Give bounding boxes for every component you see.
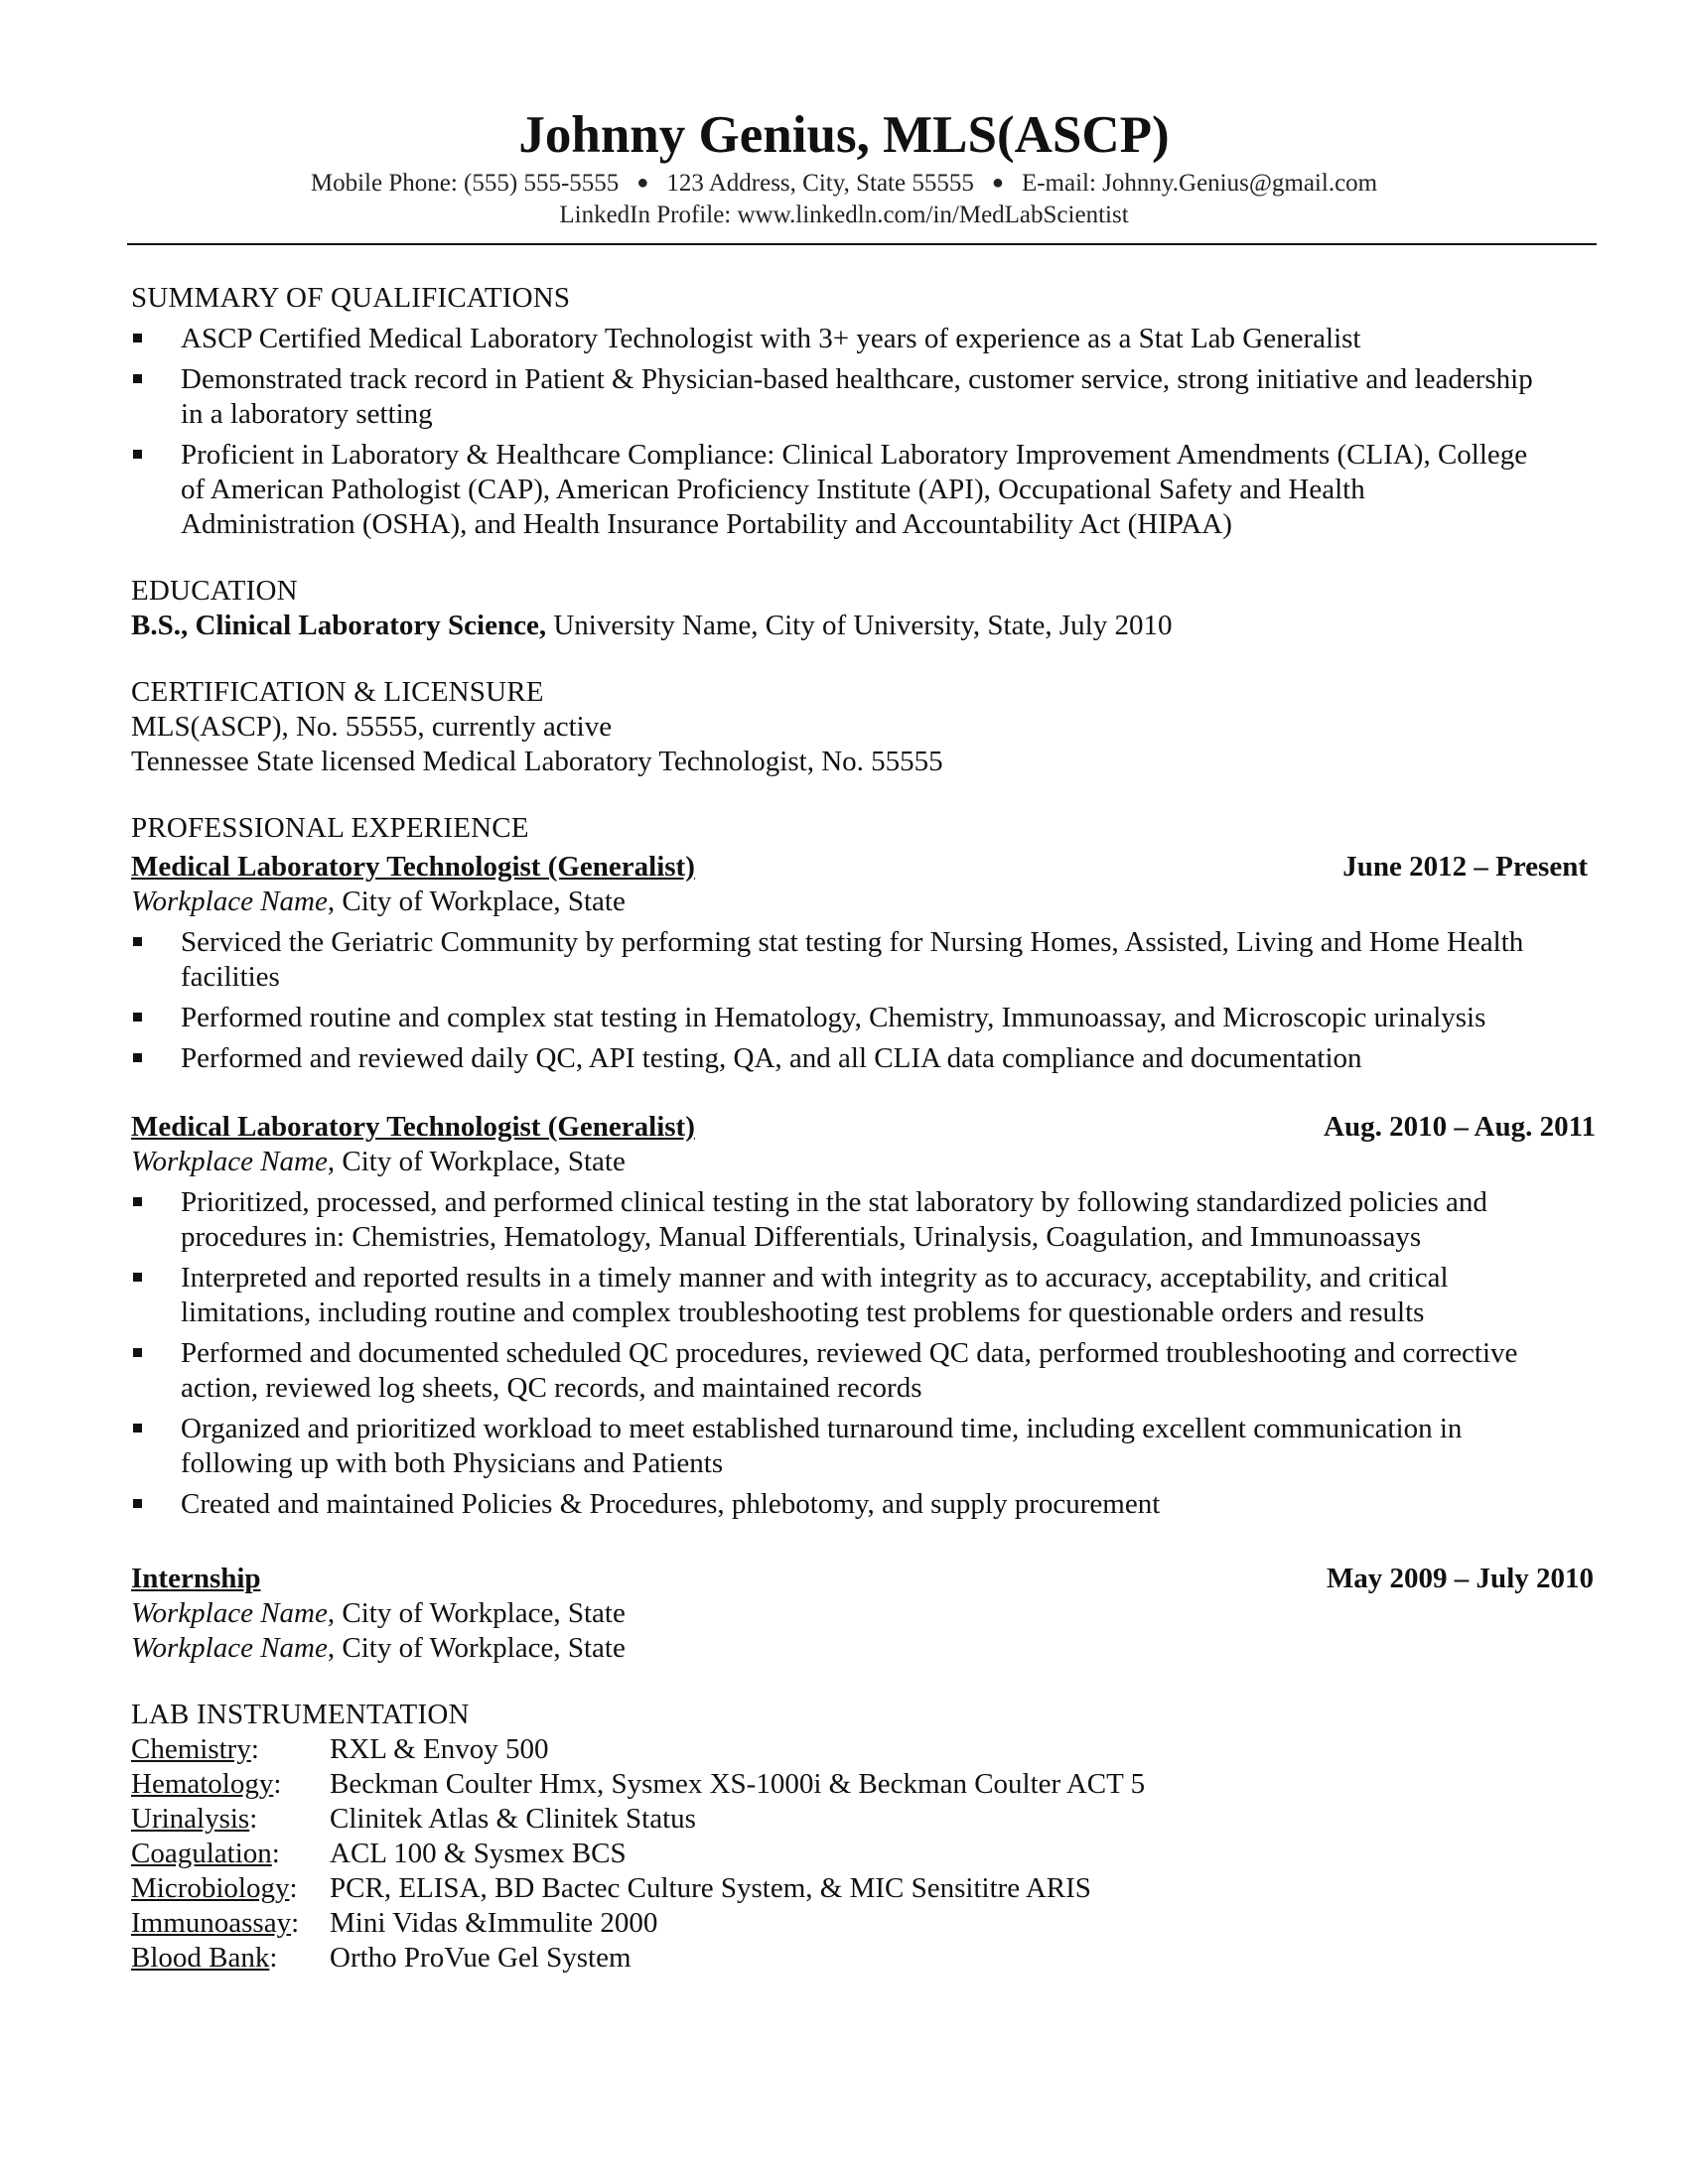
instrument-list: PCR, ELISA, BD Bactec Culture System, & MIC Sensititre ARIS xyxy=(330,1872,1091,1904)
certification-line: Tennessee State licensed Medical Laboratory Technologist, No. 55555 xyxy=(131,746,943,777)
job-header xyxy=(131,1562,1596,1596)
list-item: Prioritized, processed, and performed clinical testing in the stat laboratory by following standardized policies and procedures in: Chemistries, Hematology, Manual Differentials, Urinalysis, Coagulation, and Immunoassays xyxy=(131,1185,1581,1255)
workplace-name: Workplace Name xyxy=(131,886,328,917)
summary-list xyxy=(131,322,1688,542)
address-text: 123 Address, City, State 55555 xyxy=(666,170,974,197)
instrument-category: Urinalysis xyxy=(131,1803,250,1835)
list-item: Performed and documented scheduled QC procedures, reviewed QC data, performed troubleshooting and corrective action, reviewed log sheets, QC records, and maintained records xyxy=(131,1336,1581,1406)
instrument-row: Microbiology: PCR, ELISA, BD Bactec Culture System, & MIC Sensititre ARIS xyxy=(131,1872,1091,1904)
workplace-name: Workplace Name xyxy=(131,1597,328,1629)
square-bullet-icon xyxy=(133,1197,142,1206)
instrument-row: Urinalysis: Clinitek Atlas & Clinitek Status xyxy=(131,1803,696,1835)
instrument-category: Coagulation xyxy=(131,1838,272,1869)
square-bullet-icon xyxy=(133,1053,142,1062)
workplace-line xyxy=(131,1631,1688,1666)
resume-name: Johnny Genius, MLS(ASCP) xyxy=(518,106,1170,164)
square-bullet-icon xyxy=(133,374,142,383)
job-header xyxy=(131,1110,1596,1145)
education-title: EDUCATION xyxy=(131,575,298,607)
bullet-separator-icon: ● xyxy=(636,172,649,194)
job-title: Internship xyxy=(131,1563,261,1594)
workplace-line xyxy=(131,1596,1688,1631)
experience-title: PROFESSIONAL EXPERIENCE xyxy=(131,812,529,844)
workplace-line xyxy=(131,885,1688,919)
list-item: Demonstrated track record in Patient & Physician-based healthcare, customer service, strong initiative and leadership in a laboratory setting xyxy=(131,362,1581,432)
email-text: E-mail: Johnny.Genius@gmail.com xyxy=(1021,170,1378,197)
job-bullets xyxy=(131,1185,1688,1522)
instrument-list: RXL & Envoy 500 xyxy=(330,1733,549,1765)
workplace-location: , City of Workplace, State xyxy=(327,1597,626,1629)
square-bullet-icon xyxy=(133,1348,142,1357)
square-bullet-icon xyxy=(133,1273,142,1282)
square-bullet-icon xyxy=(133,937,142,946)
instrument-list: ACL 100 & Sysmex BCS xyxy=(330,1838,627,1869)
bullet-separator-icon: ● xyxy=(991,172,1004,194)
education-details: University Name, City of University, State, July 2010 xyxy=(546,610,1173,641)
square-bullet-icon xyxy=(133,1424,142,1433)
job-bullets xyxy=(131,925,1688,1076)
job-entry xyxy=(131,1110,1688,1522)
workplace-name: Workplace Name xyxy=(131,1632,328,1664)
instrument-row: Immunoassay: Mini Vidas &Immulite 2000 xyxy=(131,1907,658,1939)
job-title: Medical Laboratory Technologist (Generalist) xyxy=(131,851,695,883)
experience-section xyxy=(131,811,1688,1666)
certification-title: CERTIFICATION & LICENSURE xyxy=(131,676,544,708)
list-item: Serviced the Geriatric Community by performing stat testing for Nursing Homes, Assisted, Living and Home Health facilities xyxy=(131,925,1581,995)
instrument-row: Hematology: Beckman Coulter Hmx, Sysmex XS-1000i & Beckman Coulter ACT 5 xyxy=(131,1768,1146,1800)
square-bullet-icon xyxy=(133,1499,142,1508)
instrument-category: Blood Bank xyxy=(131,1942,270,1974)
instrument-category: Hematology xyxy=(131,1768,274,1800)
instrument-row: Blood Bank: Ortho ProVue Gel System xyxy=(131,1942,632,1974)
list-item: ASCP Certified Medical Laboratory Technologist with 3+ years of experience as a Stat Lab Generalist xyxy=(131,322,1581,356)
instrument-row: Coagulation: ACL 100 & Sysmex BCS xyxy=(131,1838,627,1869)
list-item: Created and maintained Policies & Procedures, phlebotomy, and supply procurement xyxy=(131,1487,1581,1522)
list-item: Performed and reviewed daily QC, API testing, QA, and all CLIA data compliance and documentation xyxy=(131,1041,1581,1076)
list-item: Performed routine and complex stat testing in Hematology, Chemistry, Immunoassay, and Microscopic urinalysis xyxy=(131,1001,1581,1035)
instrument-category: Immunoassay xyxy=(131,1907,292,1939)
job-dates: Aug. 2010 – Aug. 2011 xyxy=(1324,1111,1596,1143)
square-bullet-icon xyxy=(133,450,142,459)
instrument-list: Beckman Coulter Hmx, Sysmex XS-1000i & Beckman Coulter ACT 5 xyxy=(330,1768,1146,1800)
header-divider xyxy=(127,243,1597,245)
phone-text: Mobile Phone: (555) 555-5555 xyxy=(310,170,620,197)
workplace-line xyxy=(131,1145,1688,1179)
education-section xyxy=(131,574,1688,643)
workplace-location: , City of Workplace, State xyxy=(327,1146,626,1177)
instrument-list: Ortho ProVue Gel System xyxy=(330,1942,632,1974)
job-title: Medical Laboratory Technologist (Generalist) xyxy=(131,1111,695,1143)
instrument-category: Microbiology xyxy=(131,1872,290,1904)
linkedin-line: LinkedIn Profile: www.linkedln.com/in/MedLabScientist xyxy=(559,202,1129,228)
workplace-location: , City of Workplace, State xyxy=(327,886,626,917)
degree-text: B.S., Clinical Laboratory Science, xyxy=(131,610,547,641)
workplace-location: , City of Workplace, State xyxy=(327,1632,626,1664)
instrument-list: Clinitek Atlas & Clinitek Status xyxy=(330,1803,696,1835)
job-header xyxy=(131,850,1596,885)
contact-line xyxy=(0,167,1688,200)
job-dates: June 2012 – Present xyxy=(1342,851,1588,883)
instrument-row: Chemistry: RXL & Envoy 500 xyxy=(131,1733,549,1765)
instrumentation-title: LAB INSTRUMENTATION xyxy=(131,1699,470,1730)
summary-section xyxy=(131,281,1688,542)
job-dates: May 2009 – July 2010 xyxy=(1326,1563,1594,1594)
certification-section xyxy=(131,675,1688,779)
certification-line: MLS(ASCP), No. 55555, currently active xyxy=(131,711,613,743)
instrumentation-section xyxy=(131,1698,1688,1976)
instrument-list: Mini Vidas &Immulite 2000 xyxy=(330,1907,658,1939)
square-bullet-icon xyxy=(133,1013,142,1022)
list-item: Organized and prioritized workload to meet established turnaround time, including excellent communication in following up with both Physicians and Patients xyxy=(131,1412,1581,1481)
square-bullet-icon xyxy=(133,334,142,342)
list-item: Proficient in Laboratory & Healthcare Compliance: Clinical Laboratory Improvement Amendments (CLIA), College of American Pathologist (CAP), American Proficiency Institute (API), Occupational Safety and Health Administration (OSHA), and Health Insurance Portability and Accountability Act (HIPAA) xyxy=(131,438,1581,542)
job-entry xyxy=(131,1562,1688,1666)
job-entry xyxy=(131,850,1688,1076)
list-item: Interpreted and reported results in a timely manner and with integrity as to accuracy, acceptability, and critical limitations, including routine and complex troubleshooting test problems for questionable orders and results xyxy=(131,1261,1581,1330)
workplace-name: Workplace Name xyxy=(131,1146,328,1177)
instrument-category: Chemistry xyxy=(131,1733,251,1765)
summary-title: SUMMARY OF QUALIFICATIONS xyxy=(131,282,571,314)
education-entry xyxy=(131,609,1688,643)
